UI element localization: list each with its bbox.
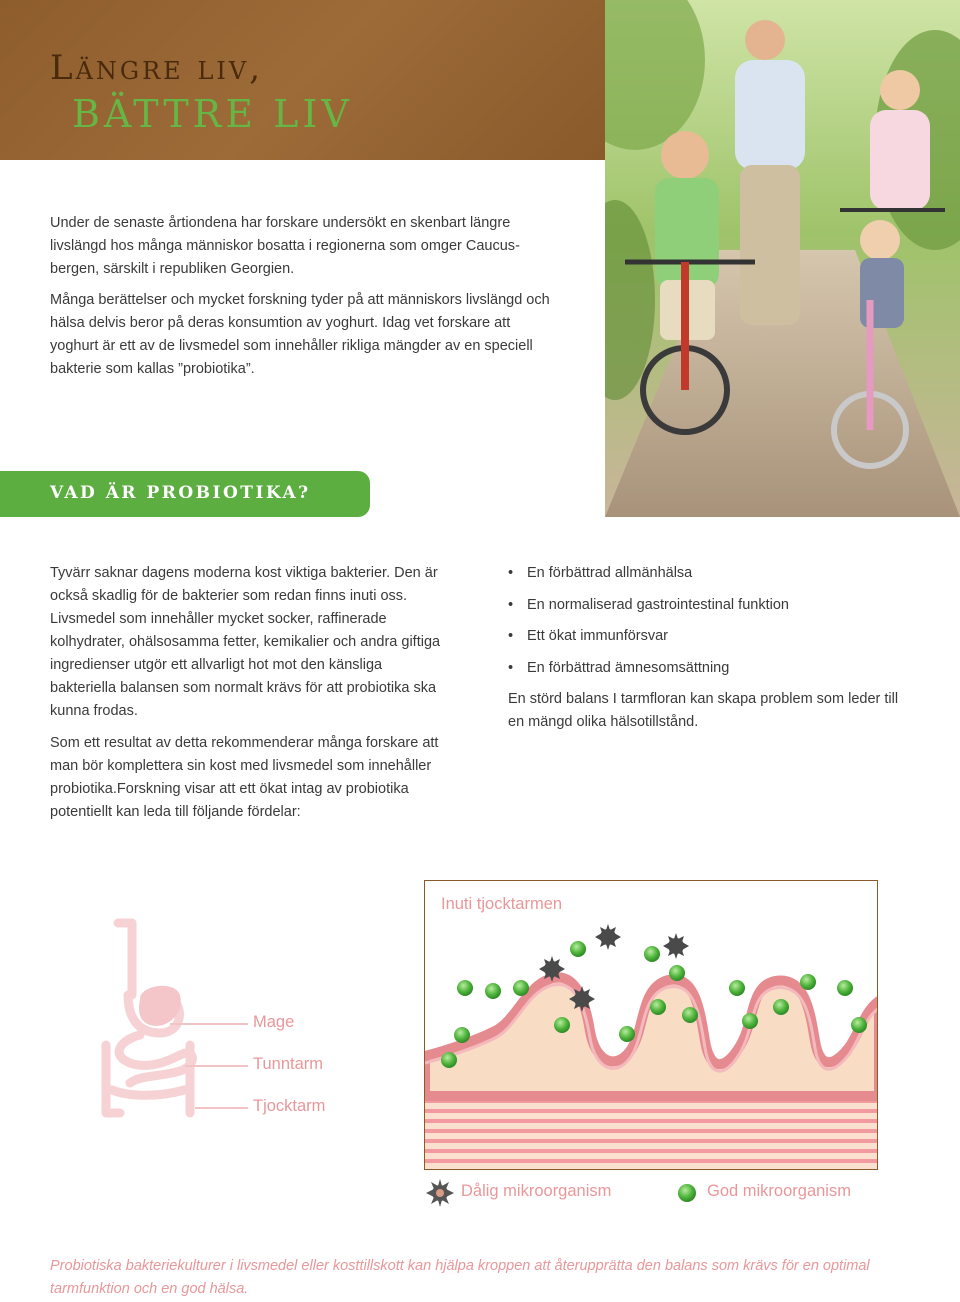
legend-bad-label: Dålig mikroorganism xyxy=(461,1182,612,1200)
family-cycling-photo xyxy=(605,0,960,517)
bad-microorganism-icon xyxy=(425,1178,455,1213)
label-stomach: Mage xyxy=(253,1013,295,1031)
footer-note: Probiotiska bakteriekulturer i livsmedel eller kosttillskott kan hjälpa kroppen att återupprätta den balans som krävs för en optimal tarmfunktion och en god hälsa. xyxy=(50,1258,870,1297)
intro-paragraph-2: Många berättelser och mycket forskning tyder på att människors livslängd och hälsa delvis beror på deras konsumtion av yoghurt. Idag vet forskare att yoghurt är ett av de livsmedel som innehåller rikliga mängder av en speciell bakterie som kallas ”probiotika”. xyxy=(50,292,550,377)
page-title-line2: BÄTTRE LIV xyxy=(72,92,353,136)
label-small-intestine: Tunntarm xyxy=(253,1055,323,1073)
section-title: VAD ÄR PROBIOTIKA? xyxy=(50,483,311,503)
colon-diagram xyxy=(424,880,878,1170)
diagram-title: Inuti tjocktarmen xyxy=(441,895,563,913)
good-microorganism-icon xyxy=(677,1183,697,1208)
list-item: • En förbättrad ämnesomsättning xyxy=(508,657,918,680)
pointer-line-mage xyxy=(170,1023,248,1025)
label-large-intestine: Tjocktarm xyxy=(253,1097,326,1115)
body-paragraph-1: Tyvärr saknar dagens moderna kost viktiga bakterier. Den är också skadlig för de bakterier som redan finns inuti oss. Livsmedel som innehåller mycket socker, raffinerade kolhydrater, ohälsosamma fetter, kemikalier och andra giftiga ingredienser utgör ett allvarligt hot mot den känsliga bakteriella balansen som normalt krävs för att probiotika ska kunna frodas. xyxy=(50,565,441,719)
list-item: • En normaliserad gastrointestinal funktion xyxy=(508,594,918,617)
list-item: • Ett ökat immunförsvar xyxy=(508,625,918,648)
benefits-list xyxy=(508,562,918,688)
pointer-line-tunntarm xyxy=(185,1065,248,1067)
body-paragraph-2: Som ett resultat av detta rekommenderar många forskare att man bör komplettera sin kost med livsmedel som innehåller probiotika.Forskning visar att ett ökat intag av probiotika potentiellt kan leda till följande fördelar: xyxy=(50,735,439,820)
body-paragraph-3: En störd balans I tarmfloran kan skapa problem som leder till en mängd olika hälsotillstånd. xyxy=(508,691,899,730)
legend-good-label: God mikroorganism xyxy=(707,1182,851,1200)
pointer-line-tjocktarm xyxy=(195,1107,248,1109)
page-title-line1: Längre liv, xyxy=(50,48,264,88)
digestive-system-icon xyxy=(80,915,250,1135)
list-item: • En förbättrad allmänhälsa xyxy=(508,562,918,585)
intro-paragraph-1: Under de senaste årtiondena har forskare undersökt en skenbart längre livslängd hos många människor bosatta i regionerna som omger Caucusbergen, särskilt i republiken Georgien. xyxy=(50,215,520,277)
